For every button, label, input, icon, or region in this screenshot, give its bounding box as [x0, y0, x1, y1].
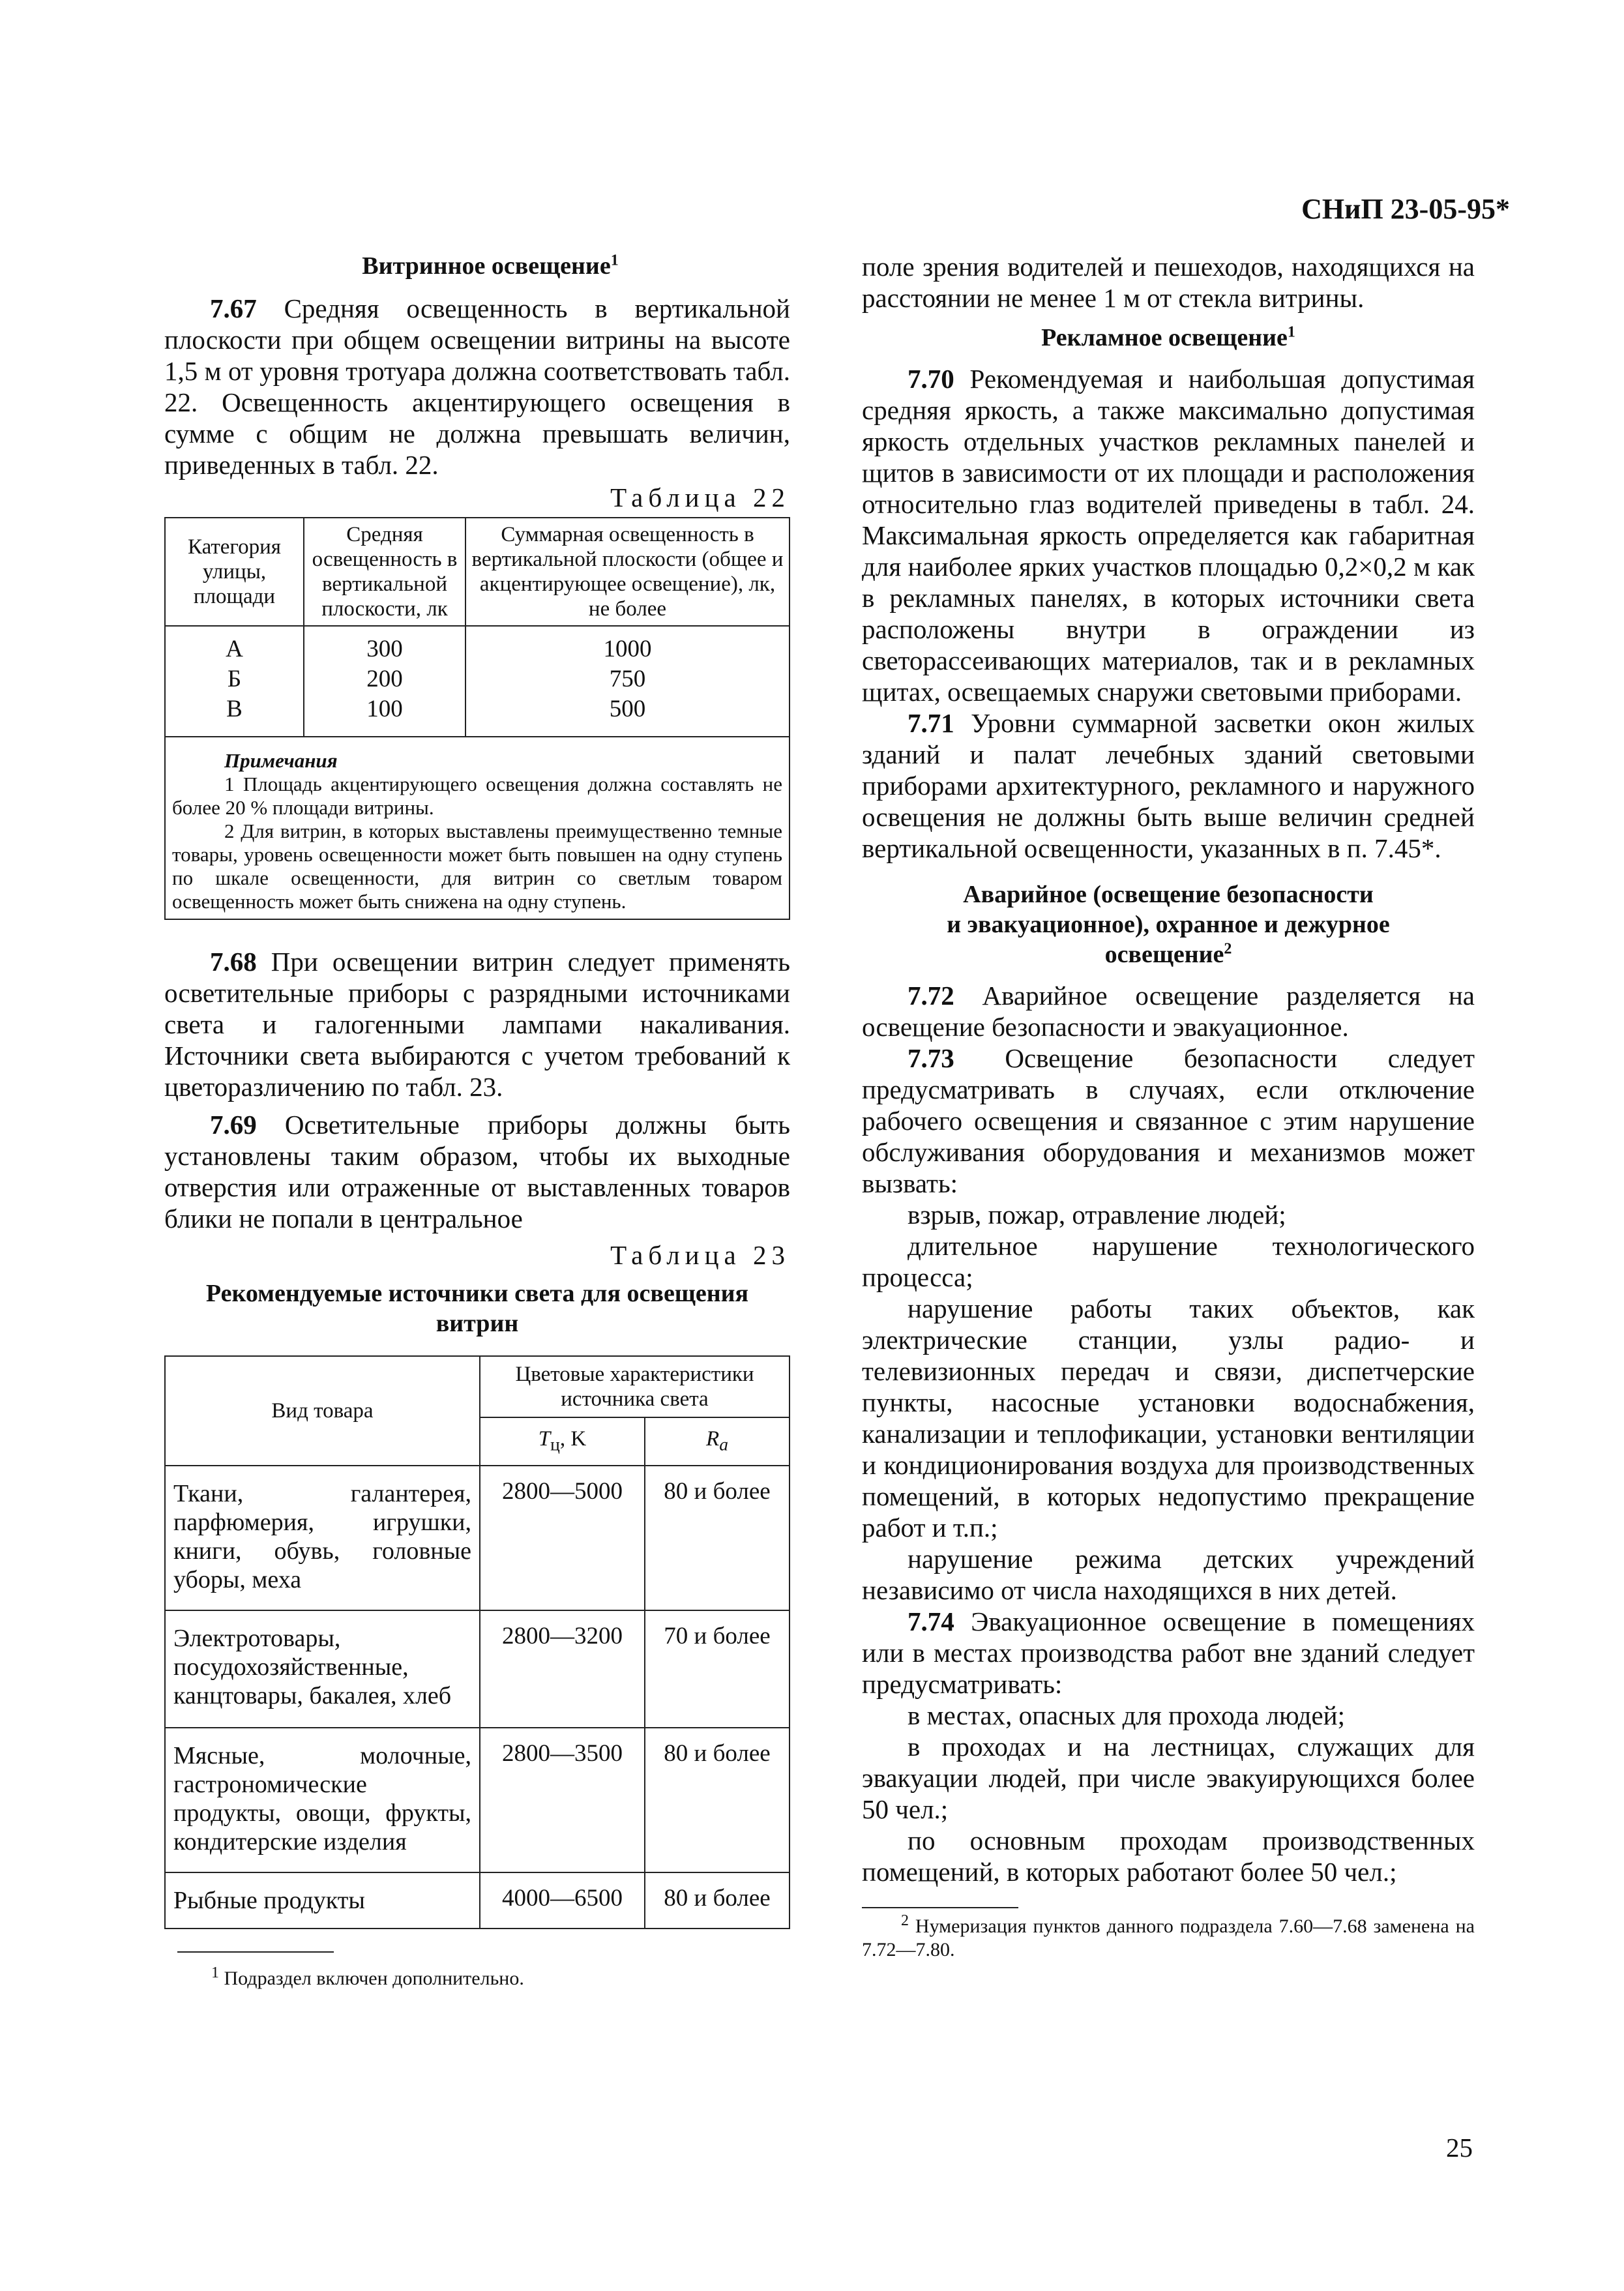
table-23-title: Рекомендуемые источники света для освещения витрин	[205, 1280, 749, 1337]
paragraph-7-67: 7.67 Средняя освещенность в вертикальной плоскости при общем освещении витрины на высоте 1,5 м от уровня тротуара должна соответствовать табл. 22. Освещенность акцентирующего освещения в сумме с общим не должна превышать величин, приведенных в табл. 22.	[164, 293, 790, 480]
paragraph-7-70: 7.70 Рекомендуемая и наибольшая допустимая средняя яркость, а также максимально допустимая яркость отдельных участков рекламных панелей и щитов в зависимости от их площади и расположения относительно глаз водителей приведены в табл. 24. Максимальная яркость определяется как габаритная для наиболее ярких участков площадью 0,2×0,2 м как в рекламных панелях, в которых источники света расположены внутри в ограждении из светорассеивающих материалов, так и в рекламных щитах, освещаемых снаружи световыми приборами.	[862, 364, 1475, 707]
list-item: нарушение работы таких объектов, как электрические станции, узлы радио- и телевизионных передач и связи, диспетчерские пункты, насосные установки водоснабжения, канализации и теплофикации, установки вентиляции и кондиционирования воздуха для производственных помещений, в которых недопустимо прекращение работ и т.п.;	[862, 1293, 1475, 1543]
footnote-1: $^1$ Подраздел включен дополнительно.	[211, 1964, 524, 1989]
left-column	[164, 251, 790, 1990]
right-column	[862, 251, 1475, 1962]
paragraph-7-71: 7.71 Уровни суммарной засветки окон жилых зданий и палат лечебных зданий световыми приборами архитектурного, рекламного и наружного освещения не должны быть выше величин средней вертикальной освещенности, указанных в п. 7.45*.	[862, 708, 1475, 863]
t23-header-ra: $R_a$	[645, 1417, 790, 1466]
list-item: в местах, опасных для прохода людей;	[908, 1700, 1345, 1730]
footnote-divider	[862, 1907, 1018, 1908]
list-item: в проходах и на лестницах, служащих для эвакуации людей, при числе эвакуирующихся более 50 чел.;	[862, 1732, 1475, 1824]
paragraph-7-69-continued: поле зрения водителей и пешеходов, находящихся на расстоянии не менее 1 м от стекла витрины.	[862, 252, 1475, 313]
paragraph-7-72: 7.72 Аварийное освещение разделяется на освещение безопасности и эвакуационное.	[862, 981, 1475, 1042]
paragraph-7-74: 7.74 Эвакуационное освещение в помещениях или в местах производства работ вне зданий следует предусматривать:	[862, 1606, 1475, 1699]
paragraph-7-73: 7.73 Освещение безопасности следует предусматривать в случаях, если отключение рабочего освещения и связанное с этим нарушение обслуживания оборудования и механизмов может вызвать:	[862, 1043, 1475, 1198]
t22-notes	[165, 737, 790, 919]
table-22-caption: Таблица 22	[610, 482, 790, 512]
t22-header-average: Средняя освещенность в вертикальной плоскости, лк	[304, 518, 465, 626]
table-22	[164, 517, 790, 920]
note-1: 1 Площадь акцентирующего освещения должна составлять не более 20 % площади витрины.	[172, 773, 782, 819]
table-23-caption: Таблица 23	[610, 1240, 790, 1270]
t22-average-cell: 300 200 100	[304, 626, 465, 737]
paragraph-7-69: 7.69 Осветительные приборы должны быть установлены таким образом, чтобы их выходные отверстия или отраженные от выставленных товаров блики не попали в центральное	[164, 1110, 790, 1234]
list-item: нарушение режима детских учреждений независимо от числа находящихся в них детей.	[862, 1544, 1475, 1605]
paragraph-7-68: 7.68 При освещении витрин следует применять осветительные приборы с разрядными источниками света и галогенными лампами накаливания. Источники света выбираются с учетом требований к цветоразличению по табл. 23.	[164, 947, 790, 1102]
t23-header-color: Цветовые характеристики источника света	[480, 1356, 790, 1417]
section-heading-advertising: Рекламное освещение$^1$	[1041, 323, 1295, 351]
page-number: 25	[1446, 2133, 1473, 2163]
section-heading-showcase: Витринное освещение$^1$	[362, 252, 619, 280]
t23-header-tc: $T_ц$, K	[480, 1417, 645, 1466]
t22-header-total: Суммарная освещенность в вертикальной плоскости (общее и акцентирующее освещение), лк, не более	[465, 518, 790, 626]
list-item: взрыв, пожар, отравление людей;	[908, 1200, 1286, 1230]
t22-header-category: Категория улицы, площади	[165, 518, 304, 626]
notes-title: Примечания	[224, 749, 338, 772]
table-row: Ткани, галантерея, парфюмерия, игрушки, книги, обувь, головные уборы, меха 2800—5000 80 и более	[165, 1466, 790, 1610]
footnote-2: $^2$ Нумеризация пунктов данного подраздела 7.60—7.68 заменена на 7.72—7.80.	[862, 1912, 1475, 1960]
document-header: СНиП 23-05-95*	[1301, 193, 1510, 225]
section-heading-emergency: Аварийное (освещение безопасности и эвакуационное), охранное и дежурное освещение$^2$	[947, 881, 1390, 968]
table-row: Электротовары, посудохозяйственные, канцтовары, бакалея, хлеб 2800—3200 70 и более	[165, 1610, 790, 1728]
table-row: Рыбные продукты 4000—6500 80 и более	[165, 1872, 790, 1929]
note-2: 2 Для витрин, в которых выставлены преимущественно темные товары, уровень освещенности может быть повышен на одну ступень по шкале освещенности, для витрин со светлым товаром освещенность может быть снижена на одну ступень.	[172, 820, 782, 913]
list-item: длительное нарушение технологического процесса;	[862, 1231, 1475, 1292]
t22-category-cell: А Б В	[165, 626, 304, 737]
list-item: по основным проходам производственных помещений, в которых работают более 50 чел.;	[862, 1825, 1475, 1887]
table-23	[164, 1355, 790, 1929]
t23-header-goods: Вид товара	[165, 1356, 480, 1466]
table-row: Мясные, молочные, гастрономические продукты, овощи, фрукты, кондитерские изделия 2800—3500 80 и более	[165, 1728, 790, 1872]
t22-total-cell: 1000 750 500	[465, 626, 790, 737]
footnote-divider	[177, 1951, 334, 1953]
